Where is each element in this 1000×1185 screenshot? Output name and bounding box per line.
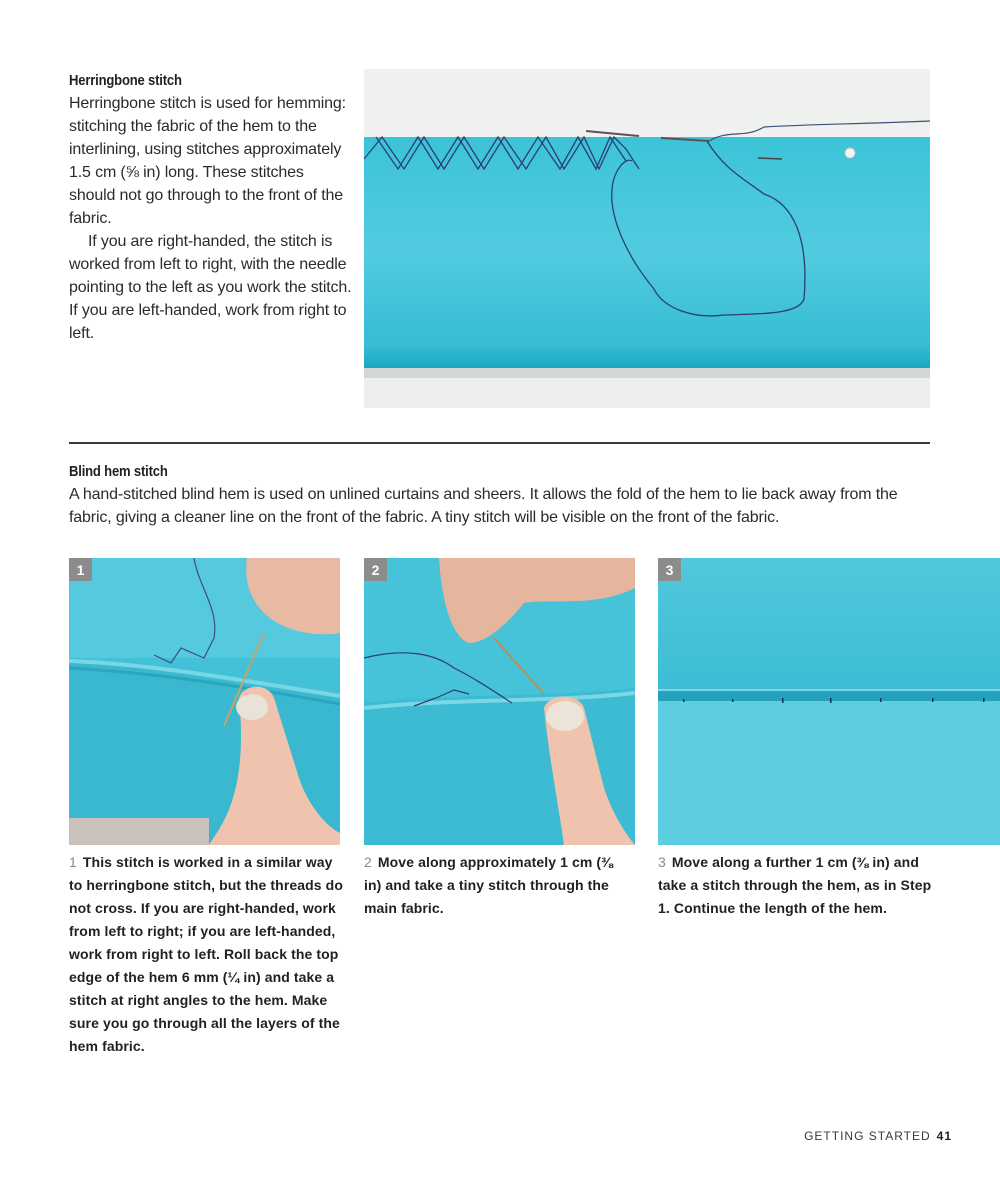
herringbone-heading: Herringbone stitch — [69, 73, 182, 89]
herringbone-section-text — [69, 70, 354, 345]
herringbone-photo-illustration — [364, 69, 930, 408]
step-3-text: Move along a further 1 cm (⅜ in) and take a stitch through the hem, as in Step 1. Continue the length of the hem. — [658, 854, 932, 916]
step-1-number: 1 — [69, 854, 77, 870]
page-number: 41 — [936, 1129, 952, 1143]
step-2-number: 2 — [364, 854, 372, 870]
blind-hem-intro: A hand-stitched blind hem is used on unlined curtains and sheers. It allows the fold of the hem to lie back away from the fabric, giving a cleaner line on the front of the fabric. A tiny stitch will be visible on the front of the fabric. — [69, 486, 898, 526]
step-1-photo — [69, 558, 340, 845]
step-1-caption — [69, 851, 344, 1058]
herringbone-paragraph-2: If you are right-handed, the stitch is worked from left to right, with the needle pointing to the left as you work the stitch. If you are left-handed, work from right to left. — [69, 233, 352, 342]
blind-hem-heading: Blind hem stitch — [69, 464, 168, 480]
blind-hem-section-text — [69, 461, 939, 529]
step-3-caption — [658, 851, 933, 920]
step-2-text: Move along approximately 1 cm (⅜ in) and take a tiny stitch through the main fabric. — [364, 854, 613, 916]
herringbone-paragraph-1: Herringbone stitch is used for hemming: stitching the fabric of the hem to the interlining, using stitches approximately 1.5 cm (⅝ in) long. These stitches should not go through to the front of the fabric. — [69, 95, 346, 227]
step-1-badge: 1 — [69, 558, 92, 581]
herringbone-body — [69, 92, 354, 345]
step-2-caption — [364, 851, 614, 920]
step-1-text: This stitch is worked in a similar way to herringbone stitch, but the threads do not cross. If you are right-handed, work from left to right; if you are left-handed, work from right to left. Roll back the top edge of the hem 6 mm (¼ in) and take a stitch at right angles to the hem. Make sure you go through all the layers of the hem fabric. — [69, 854, 343, 1054]
page-footer — [804, 1129, 952, 1143]
footer-section-title: GETTING STARTED — [804, 1129, 931, 1143]
step-3-number: 3 — [658, 854, 666, 870]
step-1-illustration — [69, 558, 340, 845]
step-2-illustration — [364, 558, 635, 845]
section-divider — [69, 442, 930, 444]
step-3-illustration — [658, 558, 1000, 845]
step-3-badge: 3 — [658, 558, 681, 581]
herringbone-photo — [364, 69, 930, 408]
step-2-badge: 2 — [364, 558, 387, 581]
step-2-photo — [364, 558, 635, 845]
step-3-photo — [658, 558, 1000, 845]
